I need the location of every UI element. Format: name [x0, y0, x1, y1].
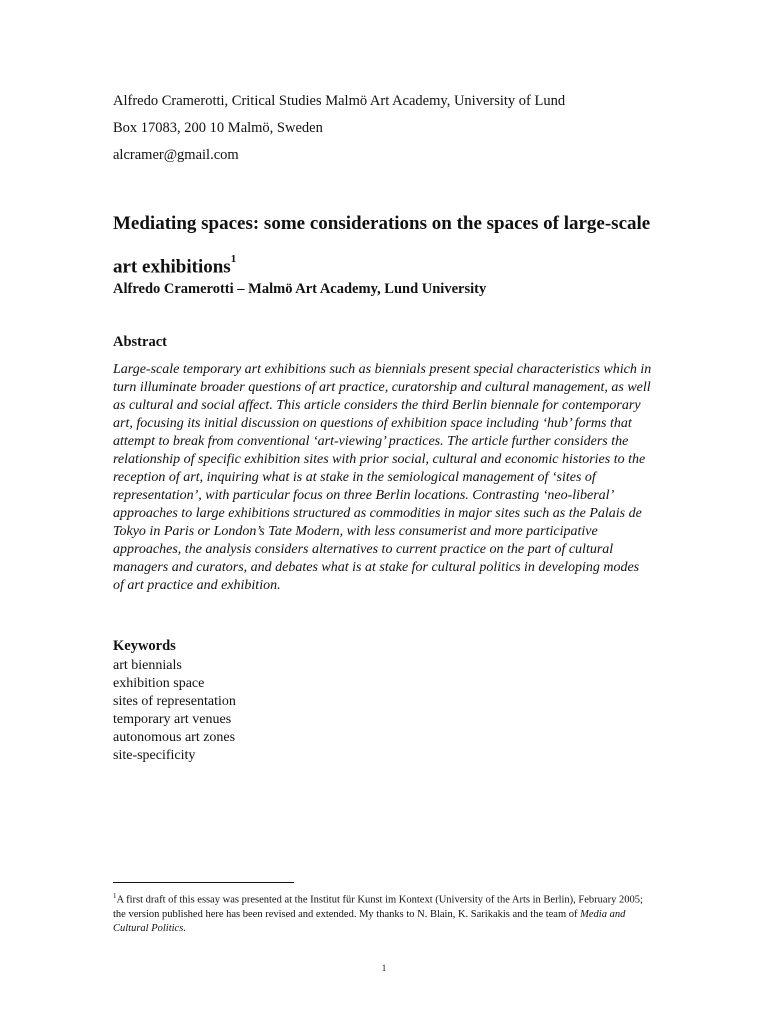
keyword-item: site-specificity	[113, 748, 196, 763]
abstract-heading: Abstract	[113, 334, 167, 350]
keyword-item: autonomous art zones	[113, 730, 236, 745]
abstract-text: Large-scale temporary art exhibitions such as biennials present special characteristics which in turn illuminate broader questions of art practice, curatorship and cultural management, as well as cultural and social affect. This article considers the third Berlin biennale for contemporary art, focusing its initial discussion on questions of exhibition space including ‘hub’ forms that attempt to break from conventional ‘art-viewing’ practices. The article further considers the relationship of specific exhibition sites with prior social, cultural and economic histories to the reception of art, inquiring what is at stake in the semiological management of ‘sites of representation’, with particular focus on three Berlin locations. Contrasting ‘neo-liberal’ approaches to large exhibitions structured as commodities in major sites such as the Palais de Tokyo in Paris or London’s Tate Modern, with less consumerist and more participative approaches, the analysis considers alternatives to current practice on the part of cultural managers and curators, and debates what is at stake for cultural politics in developing modes of art practice and exhibition.	[113, 362, 652, 593]
email-address: alcramer@gmail.com	[113, 147, 239, 163]
article-title-text: Mediating spaces: some considerations on the spaces of large-scale art exhibitions	[113, 213, 651, 278]
article-title	[113, 205, 673, 286]
keywords-list	[113, 657, 236, 765]
footnote-marker: 1	[113, 892, 117, 900]
title-footnote-marker: 1	[230, 253, 237, 265]
author-contact-block	[113, 92, 673, 173]
keyword-item: sites of representation	[113, 694, 236, 709]
page-number: 1	[381, 963, 387, 973]
footnote-text-end: .	[183, 922, 186, 934]
article-byline: Alfredo Cramerotti – Malmö Art Academy, Lund University	[113, 281, 487, 297]
keywords-heading: Keywords	[113, 638, 176, 654]
footnote	[113, 889, 658, 936]
footnote-journal-title: Media and Cultural Politics	[113, 908, 626, 934]
author-affiliation: Alfredo Cramerotti, Critical Studies Malmö Art Academy, University of Lund	[113, 93, 566, 109]
keyword-item: exhibition space	[113, 676, 205, 691]
keyword-item: temporary art venues	[113, 712, 232, 727]
postal-address: Box 17083, 200 10 Malmö, Sweden	[113, 120, 323, 136]
keyword-item: art biennials	[113, 658, 182, 673]
footnote-divider	[113, 882, 294, 883]
footnote-text: A first draft of this essay was presented at the Institut für Kunst im Kontext (University of the Arts in Berlin), February 2005; the version published here has been revised and extended. My thanks to N. Blain, K. Sarikakis and the team of	[113, 894, 643, 920]
